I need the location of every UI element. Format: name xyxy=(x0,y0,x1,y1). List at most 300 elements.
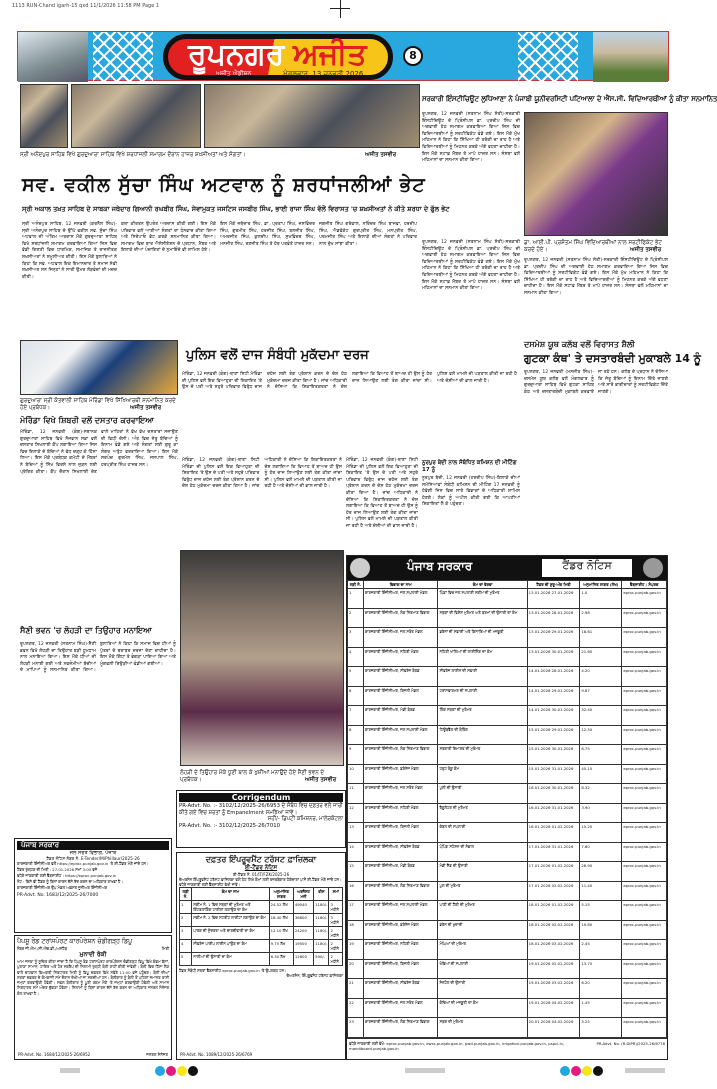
table-cell: eproc.punjab.gov.in xyxy=(622,901,667,921)
table-cell: 5.15 xyxy=(580,901,622,921)
gutka-body: ਰੂਪਨਗਰ, 12 ਜਨਵਰੀ (ਮਨਜੀਤ ਸਿੰਘ)-ਦਸਮੇਸ਼ ਯੂਥ ਕਲੱਬ ਵਲੋਂ ਮੰਗਲਵਾਰ ਨੂੰ ਗੁਰਦੁਆਰਾ ਸਾਹਿਬ ਵਿਖੇ ਗੁਟਕਾ ਸਾਹਿਬ ਕੰਠ ਅਤੇ ਦਸਤਾਰਬੰਦੀ ਮੁਕਾਬਲੇ ਕਰਵਾਏ ਜਾ ਰਹੇ ਹਨ। ਕਲੱਬ ਦੇ ਪ੍ਰਧਾਨ ਨੇ ਦੱਸਿਆ ਕਿ ਜੇਤੂ ਬੱਚਿਆਂ ਨੂੰ ਇਨਾਮ ਦਿੱਤੇ ਜਾਣਗੇ ਅਤੇ ਸਾਰੇ ਭਾਗੀਦਾਰਾਂ ਨੂੰ ਸਰਟੀਫਿਕੇਟ ਦਿੱਤੇ ਜਾਣਗੇ। xyxy=(524,370,668,395)
table-header: ਸਮਾਂ xyxy=(329,888,343,901)
table-cell: 3 ਮਹੀਨੇ xyxy=(329,901,343,914)
table-row xyxy=(348,589,667,609)
table-row xyxy=(348,725,667,745)
table-cell: 4 xyxy=(348,647,364,667)
tender-notice-title: ਟੈਂਡਰ ਨੋਟਿਸ xyxy=(542,559,632,577)
table-cell: ਕਾਰਜਕਾਰੀ ਇੰਜੀਨੀਅਰ, ਬਿਜਲੀ ਮੰਡਲ xyxy=(363,959,438,979)
news-photo xyxy=(20,340,178,395)
table-cell: ਕਾਰਜਕਾਰੀ ਇੰਜੀਨੀਅਰ, ਨਹਿਰੀ ਮੰਡਲ xyxy=(363,803,438,823)
table-cell: ਡਰੇਨਾਂ ਦੀ ਸਫ਼ਾਈ ਅਤੇ ਕਿਨਾਰਿਆਂ ਦੀ ਮਜ਼ਬੂਤੀ xyxy=(438,628,527,648)
table-cell: 14.01.2026 28.01.2026 xyxy=(527,667,580,687)
table-cell: ਕਾਰਜਕਾਰੀ ਇੰਜੀਨੀਅਰ, ਜਲ ਸਰੋਤ ਮੰਡਲ xyxy=(363,784,438,804)
table-cell: 17.01.2026 31.01.2026 xyxy=(527,842,580,862)
right-story-body-cont: ਰੂਪਨਗਰ, 12 ਜਨਵਰੀ (ਸਤਨਾਮ ਸਿੰਘ ਸੱਤੀ)-ਸਰਕਾਰੀ ਇੰਸਟੀਚਿਊਟ ਦੇ ਪ੍ਰਿੰਸੀਪਲ ਡਾ. ਪ੍ਰਦੀਪ ਸਿੰਘ ਦੀ ਅਗਵਾਈ ਹੇਠ ਸਮਾਗਮ ਕਰਵਾਇਆ ਗਿਆ ਜਿਸ ਵਿਚ ਵਿਦਿਆਰਥੀਆਂ ਨੂੰ ਸਰਟੀਫਿਕੇਟ ਵੰਡੇ ਗਏ। ਇਸ ਮੌਕੇ ਮੁੱਖ ਮਹਿਮਾਨ ਨੇ ਕਿਹਾ ਕਿ ਸਿੱਖਿਆ ਹੀ ਤਰੱਕੀ ਦਾ ਰਾਹ ਹੈ ਅਤੇ ਵਿਦਿਆਰਥੀਆਂ ਨੂੰ ਮਿਹਨਤ ਕਰਕੇ ਅੱਗੇ ਵਧਣਾ ਚਾਹੀਦਾ ਹੈ। ਇਸ ਮੌਕੇ ਸਟਾਫ਼ ਮੈਂਬਰ ਤੇ ਮਾਪੇ ਹਾਜ਼ਰ ਸਨ। ਸੰਸਥਾ ਵਲੋਂ ਮਹਿਮਾਨਾਂ ਦਾ ਸਨਮਾਨ ਕੀਤਾ ਗਿਆ। xyxy=(524,258,668,296)
trust-intro: ਚੇਅਰਮੈਨ ਇੰਪਰੂਵਮੈਂਟ ਟਰੱਸਟ ਫ਼ਾਜ਼ਿਲਕਾ ਵਲੋਂ ਹੇਠ ਲਿਖੇ ਕੰਮਾਂ ਲਈ ਤਜ਼ਰਬੇਕਾਰ ਠੇਕੇਦਾਰਾਂ ਪਾਸੋਂ ਈ-ਟੈਂਡਰ ਮੰਗੇ ਜਾਂਦੇ ਹਨ। ਵਧੇਰੇ ਜਾਣਕਾਰੀ ਲਈ ਵੈੱਬਸਾਈਟ ਵੇਖੀ ਜਾਵੇ। xyxy=(179,877,342,887)
table-cell: 21 xyxy=(348,979,364,999)
table-cell: ਕਾਰਜਕਾਰੀ ਇੰਜੀਨੀਅਰ, ਜਲ ਸਪਲਾਈ ਮੰਡਲ xyxy=(363,725,438,745)
table-cell: eproc.punjab.gov.in xyxy=(622,706,667,726)
table-cell: 2 xyxy=(180,914,192,927)
table-cell: ਪਾਰਕ ਦੀ ਸੁੰਦਰਤਾ ਅਤੇ ਚਾਰਦੀਵਾਰੀ ਦਾ ਕੰਮ xyxy=(192,927,269,940)
table-cell: 13.01.2026 30.01.2026 xyxy=(527,647,580,667)
table-cell: 36800 xyxy=(293,914,313,927)
table-cell: eproc.punjab.gov.in xyxy=(622,979,667,999)
camp-body: ਨੂਰਪੁਰ ਬੇਦੀ, 12 ਜਨਵਰੀ (ਹਰਦੀਪ ਸਿੰਘ)-ਇਲਾਕੇ ਦੀਆਂ ਸਮੱਸਿਆਵਾਂ ਸੰਬੰਧੀ ਕਮਿਸ਼ਨ ਦੀ ਮੀਟਿੰਗ 17 ਜਨਵਰੀ ਨੂੰ ਹੋਵੇਗੀ ਜਿਸ ਵਿਚ ਸਾਰੇ ਵਿਭਾਗਾਂ ਦੇ ਅਧਿਕਾਰੀ ਸ਼ਾਮਿਲ ਹੋਣਗੇ। ਲੋਕਾਂ ਨੂੰ ਅਪੀਲ ਕੀਤੀ ਗਈ ਕਿ ਆਪਣੀਆਂ ਸ਼ਿਕਾਇਤਾਂ ਲੈ ਕੇ ਪਹੁੰਚਣ। xyxy=(422,476,520,508)
magenta-mark xyxy=(571,1066,581,1076)
table-cell: 6.30 ਲੱਖ xyxy=(269,953,293,966)
table-cell: 21.65 xyxy=(580,647,622,667)
table-cell: eproc.punjab.gov.in xyxy=(622,589,667,609)
lohri-body: ਰੂਪਨਗਰ, 12 ਜਨਵਰੀ (ਸਤਨਾਮ ਸਿੰਘ)-ਸੈਣੀ ਭਵਨ ਵਿਖੇ ਲੋਹੜੀ ਦਾ ਤਿਉਹਾਰ ਬੜੀ ਧੂਮਧਾਮ ਨਾਲ ਮਨਾਇਆ ਗਿਆ। ਇਸ ਮੌਕੇ ਧੀਆਂ ਦੀ ਲੋਹੜੀ ਮਨਾਈ ਗਈ ਅਤੇ ਨਵਜੰਮੀਆਂ ਬੱਚੀਆਂ ਦੇ ਮਾਪਿਆਂ ਨੂੰ ਸਨਮਾਨਿਤ ਕੀਤਾ ਗਿਆ। ਬੁਲਾਰਿਆਂ ਨੇ ਕਿਹਾ ਕਿ ਸਮਾਜ ਵਿਚ ਧੀਆਂ ਨੂੰ ਪੁੱਤਰਾਂ ਦੇ ਬਰਾਬਰ ਦਰਜਾ ਦੇਣਾ ਚਾਹੀਦਾ ਹੈ। ਇਸ ਮੌਕੇ ਗਿੱਧਾ ਤੇ ਭੰਗੜਾ ਪਾਇਆ ਗਿਆ ਅਤੇ ਮੂੰਗਫਲੀ ਰਿਉੜੀਆਂ ਵੰਡੀਆਂ ਗਈਆਂ। xyxy=(20,642,176,674)
right-story-body-cont: ਰੂਪਨਗਰ, 12 ਜਨਵਰੀ (ਸਤਨਾਮ ਸਿੰਘ ਸੱਤੀ)-ਸਰਕਾਰੀ ਇੰਸਟੀਚਿਊਟ ਦੇ ਪ੍ਰਿੰਸੀਪਲ ਡਾ. ਪ੍ਰਦੀਪ ਸਿੰਘ ਦੀ ਅਗਵਾਈ ਹੇਠ ਸਮਾਗਮ ਕਰਵਾਇਆ ਗਿਆ ਜਿਸ ਵਿਚ ਵਿਦਿਆਰਥੀਆਂ ਨੂੰ ਸਰਟੀਫਿਕੇਟ ਵੰਡੇ ਗਏ। ਇਸ ਮੌਕੇ ਮੁੱਖ ਮਹਿਮਾਨ ਨੇ ਕਿਹਾ ਕਿ ਸਿੱਖਿਆ ਹੀ ਤਰੱਕੀ ਦਾ ਰਾਹ ਹੈ ਅਤੇ ਵਿਦਿਆਰਥੀਆਂ ਨੂੰ ਮਿਹਨਤ ਕਰਕੇ ਅੱਗੇ ਵਧਣਾ ਚਾਹੀਦਾ ਹੈ। ਇਸ ਮੌਕੇ ਸਟਾਫ਼ ਮੈਂਬਰ ਤੇ ਮਾਪੇ ਹਾਜ਼ਰ ਸਨ। ਸੰਸਥਾ ਵਲੋਂ ਮਹਿਮਾਨਾਂ ਦਾ ਸਨਮਾਨ ਕੀਤਾ ਗਿਆ। xyxy=(422,240,520,292)
table-header: ਟੈਂਡਰ ਦੀ ਸ਼ੁਰੂ-ਅੰਤ ਮਿਤੀ xyxy=(527,581,580,589)
table-cell: 18.01.2026 01.02.2026 xyxy=(527,901,580,921)
table-cell: 3.90 xyxy=(580,803,622,823)
morinda-body: ਮੋਰਿੰਡਾ, 12 ਜਨਵਰੀ (ਕੰਗ)-ਸਥਾਨਕ ਗੁਰਦੁਆਰਾ ਸਾਹਿਬ ਵਿਖੇ ਨੌਜਵਾਨ ਸਭਾ ਵਲੋਂ ਦਸਤਾਰ ਸਿਖਲਾਈ ਕੈਂਪ ਲਗਾਇਆ ਗਿਆ ਜਿਸ ਵਿਚ ਇਲਾਕੇ ਦੇ ਬੱਚਿਆਂ ਨੇ ਵੱਧ ਚੜ੍ਹ ਕੇ ਹਿੱਸਾ ਲਿਆ। ਇਸ ਮੌਕੇ ਪ੍ਰਬੰਧਕ ਕਮੇਟੀ ਦੇ ਮੈਂਬਰਾਂ ਨੇ ਬੱਚਿਆਂ ਨੂੰ ਸਿੱਖ ਵਿਰਸੇ ਨਾਲ ਜੁੜਨ ਲਈ ਪ੍ਰੇਰਿਤ ਕੀਤਾ। ਕੈਂਪ ਦੌਰਾਨ ਸਿਖਲਾਈ ਦੇਣ ਵਾਲੇ ਮਾਹਿਰਾਂ ਨੇ ਵੱਖ ਵੱਖ ਦਸਤਾਰਾਂ ਸਜਾਉਣ ਦੀ ਵਿਧੀ ਦੱਸੀ। ਅੰਤ ਵਿਚ ਜੇਤੂ ਬੱਚਿਆਂ ਨੂੰ ਇਨਾਮ ਵੰਡੇ ਗਏ ਅਤੇ ਸੰਗਤਾਂ ਲਈ ਗੁਰੂ ਕਾ ਲੰਗਰ ਅਤੁੱਟ ਵਰਤਾਇਆ ਗਿਆ। ਇਸ ਮੌਕੇ ਸਰਪੰਚ ਗੁਰਮੇਲ ਸਿੰਘ, ਜਸਪਾਲ ਸਿੰਘ, ਹਰਪ੍ਰੀਤ ਸਿੰਘ ਹਾਜ਼ਰ ਸਨ। xyxy=(20,430,178,475)
news-photo xyxy=(204,84,420,148)
morinda-headline: ਮੋਰਿੰਡਾ ਵਿਖੇ ਸ਼ਿਬਰੀ ਵਲੋਂ ਦਸਤਾਰ ਕਰਵਾਇਆ xyxy=(20,416,154,425)
table-cell: ਕਾਰਜਕਾਰੀ ਇੰਜੀਨੀਅਰ, ਲੋਕ ਨਿਰਮਾਣ ਵਿਭਾਗ xyxy=(363,608,438,628)
table-header: ਅਰਨੈਸਟ ਮਨੀ xyxy=(293,888,313,901)
masthead-pattern xyxy=(518,32,578,82)
table-row xyxy=(348,764,667,784)
table-cell: eproc.punjab.gov.in xyxy=(622,1018,667,1038)
table-cell: 13.01.2026 28.01.2026 xyxy=(527,608,580,628)
table-cell: 22 xyxy=(348,998,364,1018)
table-row xyxy=(348,862,667,882)
table-cell: 19.80 xyxy=(580,920,622,940)
table-cell: ਨਾਲੀਆਂ ਦੀ ਉਸਾਰੀ ਦਾ ਕੰਮ xyxy=(192,953,269,966)
table-row xyxy=(348,706,667,726)
table-cell: 17.01.2026 01.02.2026 xyxy=(527,862,580,882)
corrigendum-title: Corrigendum xyxy=(179,793,343,802)
table-cell: 1 xyxy=(180,901,192,914)
table-cell: 6.20 xyxy=(580,979,622,999)
table-cell: 14.01.2026 29.01.2026 xyxy=(527,686,580,706)
masthead-photo-left xyxy=(18,32,88,82)
table-cell: 1180/- xyxy=(314,940,329,953)
prtc-ref-date: ਮਿਤੀ xyxy=(161,946,169,951)
tender-footer: ਵਧੇਰੇ ਜਾਣਕਾਰੀ ਲਈ ਵੇਖੋ: eproc.punjab.gov.in, dwss.punjab.gov.in, pwd.punjab.gov.in, irrigation.punjab.gov.in, pspcl.in, mandiboard.punjab.gov.in xyxy=(349,1040,565,1051)
table-cell: ਡਰੇਨ ਦੀ ਖੁਦਾਈ xyxy=(438,920,527,940)
table-cell: 28.90 xyxy=(580,862,622,882)
table-row xyxy=(180,953,343,966)
table-cell: ਮੰਡੀ ਸ਼ੈੱਡ ਦੀ ਉਸਾਰੀ xyxy=(438,862,527,882)
table-row xyxy=(348,920,667,940)
color-registration xyxy=(155,1066,198,1076)
corrigendum-text: PR-Advt. No. :- 3102/12/2025-26/6953 ਦੇ ਸੰਬੰਧ ਵਿਚ ਦਫ਼ਤਰ ਵਲੋਂ ਜਾਰੀ ਕੀਤੇ ਗਏ ਵਿਚ ਸ਼ਰਤਾਂ ਨੂੰ Empanelment ਸਮਝਿਆ ਜਾਵੇ। xyxy=(179,803,343,816)
table-cell: 2 ਮਹੀਨੇ xyxy=(329,953,343,966)
table-cell: 13 xyxy=(348,823,364,843)
table-cell: 9.75 ਲੱਖ xyxy=(269,940,293,953)
table-cell: 1.0 xyxy=(580,589,622,609)
table-cell: ਕਾਰਜਕਾਰੀ ਇੰਜੀਨੀਅਰ, ਲੋਕ ਨਿਰਮਾਣ ਵਿਭਾਗ xyxy=(363,881,438,901)
table-cell: 3 ਮਹੀਨੇ xyxy=(329,914,343,927)
news-photo xyxy=(524,112,668,236)
ad-line: ਵਧੇਰੇ ਜਾਣਕਾਰੀ ਲਈ ਵੈੱਬਸਾਈਟ : https://eproc.punjab.gov.in xyxy=(17,873,117,878)
table-row xyxy=(180,901,343,914)
table-cell: eproc.punjab.gov.in xyxy=(622,764,667,784)
table-header: ਕੰਮ ਦਾ ਨਾਮ xyxy=(192,888,269,901)
table-row xyxy=(180,914,343,927)
table-cell: 12.50 xyxy=(580,725,622,745)
table-cell: ਕਾਰਜਕਾਰੀ ਇੰਜੀਨੀਅਰ, ਡਰੇਨੇਜ ਮੰਡਲ xyxy=(363,764,438,784)
table-cell: eproc.punjab.gov.in xyxy=(622,686,667,706)
table-row xyxy=(180,927,343,940)
table-cell: ਰੈਗੂਲੇਟਰ ਦੀ ਮੁਰੰਮਤ xyxy=(438,803,527,823)
table-cell: 8.32 xyxy=(580,784,622,804)
gutka-kicker: ਦਸਮੇਸ਼ ਯੂਥ ਕਲੱਬ ਵਲੋਂ ਵਿਰਾਸਤ ਸ਼ੈਲੀ xyxy=(524,340,635,349)
table-cell: eproc.punjab.gov.in xyxy=(622,940,667,960)
corrigendum-signature: ਸਹੀ/- ਡਿਪਟੀ ਕਮਿਸ਼ਨਰ, ਮਾਲੇਰਕੋਟਲਾ xyxy=(267,816,343,822)
crop-mark xyxy=(330,8,350,9)
table-cell: 2.98 xyxy=(580,608,622,628)
table-row xyxy=(180,940,343,953)
table-cell: ਕਾਰਜਕਾਰੀ ਇੰਜੀਨੀਅਰ, ਸੀਵਰੇਜ ਬੋਰਡ xyxy=(363,667,438,687)
table-cell: 5 xyxy=(180,953,192,966)
table-row xyxy=(348,979,667,999)
table-row xyxy=(348,784,667,804)
trust-tender-table xyxy=(179,887,343,966)
table-cell: 6.75 xyxy=(580,745,622,765)
table-row xyxy=(348,959,667,979)
table-cell: ਖੰਭਿਆਂ ਦੀ ਸਪਲਾਈ xyxy=(438,959,527,979)
table-cell: ਕਾਰਜਕਾਰੀ ਇੰਜੀਨੀਅਰ, ਨਹਿਰੀ ਮੰਡਲ xyxy=(363,940,438,960)
logo-icon xyxy=(643,558,663,578)
table-cell: 15.01.2026 31.01.2026 xyxy=(527,764,580,784)
table-row xyxy=(348,686,667,706)
trust-signature: ਚੇਅਰਮੈਨ, ਇੰਪਰੂਵਮੈਂਟ ਟਰੱਸਟ ਫ਼ਾਜ਼ਿਲਕਾ xyxy=(286,973,343,978)
table-row xyxy=(348,667,667,687)
table-cell: ਹੜ੍ਹ ਰੋਕੂ ਕੰਮ xyxy=(438,764,527,784)
masthead-photo-right xyxy=(593,32,668,82)
photo-caption: ਲੋਹੜੀ ਦੇ ਤਿਉਹਾਰ ਮੌਕੇ ਧੂਣੀ ਬਾਲ ਕੇ ਖੁਸ਼ੀਆਂ ਮਨਾਉਂਦੇ ਹੋਏ ਸੈਣੀ ਭਵਨ ਦੇ ਪ੍ਰਬੰਧਕ। xyxy=(180,770,325,783)
table-cell: 15.25 xyxy=(580,823,622,843)
table-cell: ਮੋਘਿਆਂ ਦੀ ਮੁਰੰਮਤ xyxy=(438,940,527,960)
table-cell: 3 xyxy=(180,927,192,940)
table-cell: 49040 xyxy=(293,901,313,914)
table-cell: 8 xyxy=(348,725,364,745)
masthead-logo xyxy=(163,34,393,80)
table-cell: 16.01.2026 30.01.2026 xyxy=(527,784,580,804)
magenta-mark xyxy=(166,1066,176,1076)
black-mark xyxy=(188,1066,198,1076)
table-cell: ਸਕੀਮ ਨੰ. 1 ਵਿਚ ਸੜਕਾਂ ਦੀ ਮੁਰੰਮਤ ਅਤੇ ਇੰਟਰਲਾਕਿੰਗ ਟਾਈਲਾਂ ਲਗਾਉਣ ਦਾ ਕੰਮ xyxy=(192,901,269,914)
photo-caption: ਗੁਰਦੁਆਰਾ ਸ੍ਰੀ ਕੋਤਵਾਲੀ ਸਾਹਿਬ ਮੋਰਿੰਡਾ ਵਿਖੇ ਸਿੱਖਿਆਰਥੀ ਸਨਮਾਨਿਤ ਕਰਦੇ ਹੋਏ ਪ੍ਰਬੰਧਕ। xyxy=(20,398,176,411)
table-cell: eproc.punjab.gov.in xyxy=(622,862,667,882)
table-cell: 1180/- xyxy=(314,901,329,914)
table-cell: 11 xyxy=(348,784,364,804)
table-cell: 18.40 ਲੱਖ xyxy=(269,914,293,927)
ad-line: ਕਾਰਜਕਾਰੀ ਇੰਜੀਨੀਅਰ ਉਪ ਮੰਡਲ ਅਫ਼ਸਰ ਜੂਨੀਅਰ ਇੰਜੀਨੀਅਰ xyxy=(17,885,108,890)
table-cell: ਟਰਾਂਸਫਾਰਮਰ ਦੀ ਸਪਲਾਈ xyxy=(438,686,527,706)
corrigendum-advt: PR-Advt. No. :- 3102/12/2025-26/7010 xyxy=(179,823,280,829)
table-cell: ਪਿੰਡਾਂ ਵਿਚ ਜਲ ਸਪਲਾਈ ਸਕੀਮ ਦੀ ਮੁਰੰਮਤ xyxy=(438,589,527,609)
table-header: ਅਨੁਮਾਨਿਤ ਲਾਗਤ (ਲੱਖ) xyxy=(580,581,622,589)
table-cell: 19.01.2026 03.02.2026 xyxy=(527,979,580,999)
table-cell: ਕਾਰਜਕਾਰੀ ਇੰਜੀਨੀਅਰ, ਬਿਜਲੀ ਮੰਡਲ xyxy=(363,823,438,843)
table-cell: 1 xyxy=(348,589,364,609)
trust-tender-notice xyxy=(176,852,346,1060)
prtc-advt: PR-Advt. No. 1684/12/2025-26/6952 xyxy=(18,1052,91,1057)
table-cell: 18 xyxy=(348,920,364,940)
table-cell: 14 xyxy=(348,842,364,862)
table-cell: 2 xyxy=(348,608,364,628)
ad-lines xyxy=(17,861,169,891)
prtc-ad xyxy=(14,935,172,1060)
table-cell: 13.01.2026 29.01.2026 xyxy=(527,628,580,648)
dowry-body-cont: ਮੋਰਿੰਡਾ, 12 ਜਨਵਰੀ (ਕੰਗ)-ਥਾਣਾ ਸਿਟੀ ਮੋਰਿੰਡਾ ਦੀ ਪੁਲਿਸ ਵਲੋਂ ਇਕ ਵਿਆਹੁਤਾ ਦੀ ਸ਼ਿਕਾਇਤ 'ਤੇ ਉਸ ਦੇ ਪਤੀ ਅਤੇ ਸਹੁਰੇ ਪਰਿਵਾਰ ਵਿਰੁੱਧ ਦਾਜ ਦਹੇਜ ਲਈ ਤੰਗ ਪ੍ਰੇਸ਼ਾਨ ਕਰਨ ਦੇ ਦੋਸ਼ ਹੇਠ ਮੁਕੱਦਮਾ ਦਰਜ ਕੀਤਾ ਗਿਆ ਹੈ। ਜਾਂਚ ਅਧਿਕਾਰੀ ਨੇ ਦੱਸਿਆ ਕਿ ਸ਼ਿਕਾਇਤਕਰਤਾ ਨੇ ਦੋਸ਼ ਲਗਾਇਆ ਕਿ ਵਿਆਹ ਤੋਂ ਬਾਅਦ ਹੀ ਉਸ ਨੂੰ ਹੋਰ ਦਾਜ ਲਿਆਉਣ ਲਈ ਤੰਗ ਕੀਤਾ ਜਾਂਦਾ ਸੀ। ਪੁਲਿਸ ਵਲੋਂ ਮਾਮਲੇ ਦੀ ਪੜਤਾਲ ਕੀਤੀ ਜਾ ਰਹੀ ਹੈ ਅਤੇ ਦੋਸ਼ੀਆਂ ਦੀ ਭਾਲ ਜਾਰੀ ਹੈ। xyxy=(346,458,418,529)
table-header: ਵਿਭਾਗ ਦਾ ਨਾਮ xyxy=(363,581,438,589)
table-row xyxy=(348,608,667,628)
table-cell: 20.01.2026 04.02.2026 xyxy=(527,1018,580,1038)
table-cell: 2.45 xyxy=(580,940,622,960)
table-cell: 19 xyxy=(348,940,364,960)
table-cell: ਕਾਰਜਕਾਰੀ ਇੰਜੀਨੀਅਰ, ਜਲ ਸਰੋਤ ਮੰਡਲ xyxy=(363,998,438,1018)
table-cell: ਕਾਰਜਕਾਰੀ ਇੰਜੀਨੀਅਰ, ਸੀਵਰੇਜ ਬੋਰਡ xyxy=(363,979,438,999)
lead-column: ਇਸ ਮੌਕੇ ਜਥੇਦਾਰ ਸਿੰਘ, ਡਾ. ਪ੍ਰਤਾਪ ਸਿੰਘ, ਜਸਵਿੰਦਰ ਸਿੰਘ, ਗੁਰਮੀਤ ਸਿੰਘ, ਹਰਜੀਤ ਸਿੰਘ, ਬਲਜੀਤ ਸਿੰਘ, ਅਮਰਜੀਤ ਸਿੰਘ, ਕੁਲਦੀਪ ਸਿੰਘ, ਸੁਖਵਿੰਦਰ ਸਿੰਘ, ਮਨਜੀਤ ਸਿੰਘ, ਰਣਜੀਤ ਸਿੰਘ ਤੇ ਹੋਰ ਪਤਵੰਤੇ ਹਾਜ਼ਰ ਸਨ। xyxy=(220,222,315,247)
table-cell: ਨਹਿਰੀ ਖਾਲਿਆਂ ਦੀ ਲਾਈਨਿੰਗ ਦਾ ਕੰਮ xyxy=(438,647,527,667)
news-photo xyxy=(180,550,344,766)
table-cell: eproc.punjab.gov.in xyxy=(622,784,667,804)
table-cell: 23 xyxy=(348,1018,364,1038)
lead-column: ਜਗਜੀਤ ਸਿੰਘ ਗਰੇਵਾਲ, ਨਰਿੰਦਰ ਸਿੰਘ ਬਾਜਵਾ, ਹਰਦੀਪ ਸਿੰਘ, ਐਡਵੋਕੇਟ ਗੁਰਪ੍ਰੀਤ ਸਿੰਘ, ਮਨਪ੍ਰੀਤ ਸਿੰਘ, ਪਰਮਜੀਤ ਸਿੰਘ ਅਤੇ ਇਲਾਕੇ ਦੀਆਂ ਸੰਗਤਾਂ ਨੇ ਪਰਿਵਾਰ ਨਾਲ ਦੁੱਖ ਸਾਂਝਾ ਕੀਤਾ। xyxy=(319,222,417,247)
table-cell: eproc.punjab.gov.in xyxy=(622,647,667,667)
table-cell: 5 xyxy=(348,667,364,687)
table-cell: 32.40 xyxy=(580,706,622,726)
table-cell: 4 xyxy=(180,940,192,953)
table-cell: 10 xyxy=(348,764,364,784)
tender-table xyxy=(347,580,667,1038)
news-photo xyxy=(71,84,201,148)
table-cell: 7.60 xyxy=(580,842,622,862)
table-cell: ਸਕੀਮ ਨੰ. 2 ਵਿਚ ਸਟਰੀਟ ਲਾਈਟਾਂ ਲਗਾਉਣ ਦਾ ਕੰਮ xyxy=(192,914,269,927)
table-cell: eproc.punjab.gov.in xyxy=(622,842,667,862)
table-row xyxy=(348,901,667,921)
cyan-mark xyxy=(560,1066,570,1076)
lead-column: ਸ੍ਰੀ ਅਨੰਦਪੁਰ ਸਾਹਿਬ, 12 ਜਨਵਰੀ (ਕਰਨੈਲ ਸਿੰਘ)-ਸ੍ਰੀ ਅਨੰਦਪੁਰ ਸਾਹਿਬ ਦੇ ਉੱਘੇ ਵਕੀਲ ਸਵ. ਸੁੱਚਾ ਸਿੰਘ ਅਟਵਾਲ ਦੀ ਅੰਤਿਮ ਅਰਦਾਸ ਮੌਕੇ ਗੁਰਦੁਆਰਾ ਸਾਹਿਬ ਵਿਖੇ ਸ਼ਰਧਾਂਜਲੀ ਸਮਾਗਮ ਕਰਵਾਇਆ ਗਿਆ ਜਿਸ ਵਿਚ ਵੱਡੀ ਗਿਣਤੀ ਵਿਚ ਧਾਰਮਿਕ, ਸਮਾਜਿਕ ਤੇ ਰਾਜਨੀਤਕ ਸ਼ਖ਼ਸੀਅਤਾਂ ਨੇ ਸ਼ਮੂਲੀਅਤ ਕੀਤੀ। ਇਸ ਮੌਕੇ ਬੁਲਾਰਿਆਂ ਨੇ ਕਿਹਾ ਕਿ ਸਵ. ਅਟਵਾਲ ਇਕ ਇਮਾਨਦਾਰ ਤੇ ਸਮਾਜ ਸੇਵੀ ਸ਼ਖ਼ਸੀਅਤ ਸਨ ਜਿਨ੍ਹਾਂ ਨੇ ਸਾਰੀ ਉਮਰ ਲੋੜਵੰਦਾਂ ਦੀ ਮਦਦ ਕੀਤੀ। xyxy=(22,222,117,280)
ad-ref: ਟੈਂਡਰ ਨੋਟਿਸ ਨੰਬਰ ਨੰ. E-Tender/M/Phillaur/2025-26 xyxy=(46,856,140,861)
table-cell: 24.52 ਲੱਖ xyxy=(269,901,293,914)
news-photo xyxy=(20,84,68,148)
table-cell: 17.01.2026 02.02.2026 xyxy=(527,881,580,901)
table-cell: 18.01.2026 02.02.2026 xyxy=(527,920,580,940)
table-row xyxy=(348,998,667,1018)
table-cell: 18.61 xyxy=(580,628,622,648)
table-row xyxy=(348,1018,667,1038)
corrigendum-notice xyxy=(176,790,346,848)
table-cell: ਪੁਲ ਦੀ ਮੁਰੰਮਤ xyxy=(438,881,527,901)
table-cell: ਕਾਰਜਕਾਰੀ ਇੰਜੀਨੀਅਰ, ਮੰਡੀ ਬੋਰਡ xyxy=(363,706,438,726)
table-cell: 3 xyxy=(348,628,364,648)
ad-line: ਟੈਂਡਰ ਖੁੱਲ੍ਹਣ ਦੀ ਮਿਤੀ : 27.01.2026 ਸਮਾਂ 3:00 ਵਜੇ xyxy=(17,867,98,872)
lead-subhead: ਸ੍ਰੀ ਅਕਾਲ ਤਖ਼ਤ ਸਾਹਿਬ ਦੇ ਸਾਬਕਾ ਜਥੇਦਾਰ ਗਿਆਨੀ ਰਘਬੀਰ ਸਿੰਘ, ਸੇਵਾਮੁਕਤ ਜਸਟਿਸ ਜਸਬੀਰ ਸਿੰਘ, ਭਾਈ ਰਾਜਾ ਸਿੰਘ ਵੱਲੋਂ ਵਿਰਾਸਤ 'ਚ ਸ਼ਖ਼ਸੀਅਤਾਂ ਨੇ ਕੀਤੇ ਸ਼ਰਧਾ ਦੇ ਫੁੱਲ ਭੇਟ xyxy=(22,205,450,213)
table-cell: 16.01.2026 01.02.2026 xyxy=(527,823,580,843)
registration-bar xyxy=(625,1068,665,1073)
camp-headline: ਨੂਰਪੁਰ ਬੇਦੀ ਨਾਲ ਸੰਬੰਧਿਤ ਕਮਿਸ਼ਨ ਦੀ ਮੀਟਿੰਗ 17 ਨੂੰ xyxy=(422,460,517,473)
table-cell: eproc.punjab.gov.in xyxy=(622,823,667,843)
table-cell: 13.70 xyxy=(580,959,622,979)
trust-ref: ਈ-ਟੈਂਡਰ ਨੰ. 01/IT/FZK/2025-26 xyxy=(232,872,290,877)
table-header: ਅਨੁਮਾਨਿਤ ਲਾਗਤ xyxy=(269,888,293,901)
prtc-title: ਪੈਪਸੂ ਰੋਡ ਟਰਾਂਸਪੋਰਟ ਕਾਰਪੋਰੇਸ਼ਨ ਚੰਡੀਗੜ੍ਹ ਡਿਪੂ xyxy=(17,938,133,945)
table-header: ਵੈੱਬਸਾਈਟ / ਸੰਪਰਕ xyxy=(622,581,667,589)
page-number: 8 xyxy=(403,46,423,66)
ad-dept: ਜਲ ਸਰੋਤ ਵਿਭਾਗ, ਪੰਜਾਬ xyxy=(69,850,117,856)
table-header: ਫੀਸ xyxy=(314,888,329,901)
table-cell: 1180/- xyxy=(314,927,329,940)
table-cell: ਟਿਊਬਵੈੱਲ ਦੀ ਬੋਰਿੰਗ xyxy=(438,725,527,745)
masthead-title-right: ਅਜੀਤ xyxy=(293,37,367,72)
lead-headline: ਸਵ. ਵਕੀਲ ਸੁੱਚਾ ਸਿੰਘ ਅਟਵਾਲ ਨੂੰ ਸ਼ਰਧਾਂਜਲੀਆਂ ਭੇਟ xyxy=(22,174,426,196)
punjab-tender-notice xyxy=(346,555,668,1060)
table-cell: 12.10 ਲੱਖ xyxy=(269,927,293,940)
yellow-mark xyxy=(177,1066,187,1076)
table-cell: 3.25 xyxy=(580,1018,622,1038)
table-cell: eproc.punjab.gov.in xyxy=(622,745,667,765)
table-row xyxy=(348,628,667,648)
table-cell: eproc.punjab.gov.in xyxy=(622,667,667,687)
dowry-headline: ਪੁਲਿਸ ਵਲੋਂ ਦਾਜ ਸੰਬੰਧੀ ਮੁਕੱਦਮਾ ਦਰਜ xyxy=(186,348,369,363)
table-cell: eproc.punjab.gov.in xyxy=(622,959,667,979)
table-cell: ਕਾਰਜਕਾਰੀ ਇੰਜੀਨੀਅਰ, ਬਿਜਲੀ ਮੰਡਲ xyxy=(363,686,438,706)
lohri-headline: ਸੈਣੀ ਭਵਨ 'ਚ ਲੋਹੜੀ ਦਾ ਤਿਉਹਾਰ ਮਨਾਇਆ xyxy=(20,626,152,635)
prtc-body: ਆਮ ਜਨਤਾ ਨੂੰ ਸੂਚਿਤ ਕੀਤਾ ਜਾਂਦਾ ਹੈ ਕਿ ਪੈਪਸੂ ਰੋਡ ਟਰਾਂਸਪੋਰਟ ਕਾਰਪੋਰੇਸ਼ਨ ਚੰਡੀਗੜ੍ਹ ਡਿਪੂ ਵਿਖੇ ਕੰਡਮ ਬੱਸਾਂ, ਪੁਰਾਣਾ ਸਾਮਾਨ, ਟਾਇਰ ਅਤੇ ਹੋਰ ਸਕਰੈਪ ਦੀ ਨਿਲਾਮੀ ਖੁੱਲ੍ਹੀ ਬੋਲੀ ਰਾਹੀਂ ਕੀਤੀ ਜਾਵੇਗੀ। ਬੋਲੀ ਵਿਚ ਹਿੱਸਾ ਲੈਣ ਵਾਲੇ ਚਾਹਵਾਨ ਵਿਅਕਤੀ ਨਿਰਧਾਰਤ ਮਿਤੀ ਨੂੰ ਡਿਪੂ ਦਫ਼ਤਰ ਵਿਖੇ ਸਵੇਰੇ 11:00 ਵਜੇ ਪਹੁੰਚਣ। ਬੋਲੀ ਦੀਆਂ ਸ਼ਰਤਾਂ ਦਫ਼ਤਰ ਦੇ ਕੰਮਕਾਜੀ ਸਮੇਂ ਦੌਰਾਨ ਦੇਖੀਆਂ ਜਾ ਸਕਦੀਆਂ ਹਨ। ਬੋਲੀਕਾਰ ਨੂੰ ਬੋਲੀ ਤੋਂ ਪਹਿਲਾਂ ਜ਼ਮਾਨਤ ਰਾਸ਼ੀ ਜਮ੍ਹਾਂ ਕਰਵਾਉਣੀ ਹੋਵੇਗੀ। ਸਫ਼ਲ ਬੋਲੀਕਾਰ ਨੂੰ ਪੂਰੀ ਰਕਮ ਮੌਕੇ 'ਤੇ ਜਮ੍ਹਾਂ ਕਰਵਾਉਣੀ ਹੋਵੇਗੀ ਅਤੇ ਸਾਮਾਨ ਨਿਰਧਾਰਤ ਸਮੇਂ ਅੰਦਰ ਚੁੱਕਣਾ ਹੋਵੇਗਾ। ਨਿਲਾਮੀ ਨੂੰ ਬਿਨਾਂ ਕਾਰਨ ਦੱਸੇ ਰੱਦ ਕਰਨ ਦਾ ਅਧਿਕਾਰ ਜਨਰਲ ਮੈਨੇਜਰ ਕੋਲ ਰਾਖਵਾਂ ਹੈ। xyxy=(17,959,169,996)
table-cell: 45.10 xyxy=(580,764,622,784)
table-header: ਲੜੀ ਨੰ. xyxy=(348,581,364,589)
dowry-body: ਮੋਰਿੰਡਾ, 12 ਜਨਵਰੀ (ਕੰਗ)-ਥਾਣਾ ਸਿਟੀ ਮੋਰਿੰਡਾ ਦੀ ਪੁਲਿਸ ਵਲੋਂ ਇਕ ਵਿਆਹੁਤਾ ਦੀ ਸ਼ਿਕਾਇਤ 'ਤੇ ਉਸ ਦੇ ਪਤੀ ਅਤੇ ਸਹੁਰੇ ਪਰਿਵਾਰ ਵਿਰੁੱਧ ਦਾਜ ਦਹੇਜ ਲਈ ਤੰਗ ਪ੍ਰੇਸ਼ਾਨ ਕਰਨ ਦੇ ਦੋਸ਼ ਹੇਠ ਮੁਕੱਦਮਾ ਦਰਜ ਕੀਤਾ ਗਿਆ ਹੈ। ਜਾਂਚ ਅਧਿਕਾਰੀ ਨੇ ਦੱਸਿਆ ਕਿ ਸ਼ਿਕਾਇਤਕਰਤਾ ਨੇ ਦੋਸ਼ ਲਗਾਇਆ ਕਿ ਵਿਆਹ ਤੋਂ ਬਾਅਦ ਹੀ ਉਸ ਨੂੰ ਹੋਰ ਦਾਜ ਲਿਆਉਣ ਲਈ ਤੰਗ ਕੀਤਾ ਜਾਂਦਾ ਸੀ। ਪੁਲਿਸ ਵਲੋਂ ਮਾਮਲੇ ਦੀ ਪੜਤਾਲ ਕੀਤੀ ਜਾ ਰਹੀ ਹੈ ਅਤੇ ਦੋਸ਼ੀਆਂ ਦੀ ਭਾਲ ਜਾਰੀ ਹੈ। xyxy=(182,372,517,391)
table-cell: ਕੰਢਿਆਂ ਦੀ ਮਜ਼ਬੂਤੀ ਦਾ ਕੰਮ xyxy=(438,998,527,1018)
photo-credit: ਅਜੀਤ ਤਸਵੀਰ xyxy=(305,777,337,783)
trust-subtitle: ਈ-ਟੈਂਡਰ ਨੋਟਿਸ xyxy=(244,865,278,871)
ad-line: ਕਾਰਜਕਾਰੀ ਇੰਜੀਨੀਅਰ ਵਲੋਂ https://eproc.punjab.gov.in 'ਤੇ ਈ-ਟੈਂਡਰ ਮੰਗੇ ਜਾਂਦੇ ਹਨ। xyxy=(17,861,149,866)
edition-label: ਅਜੀਤ ਐਡੀਸ਼ਨ xyxy=(216,70,252,77)
table-cell: ਕਾਰਜਕਾਰੀ ਇੰਜੀਨੀਅਰ, ਜਲ ਸਪਲਾਈ ਮੰਡਲ xyxy=(363,589,438,609)
table-cell: ਪੰਪਿੰਗ ਸਟੇਸ਼ਨ ਦੀ ਸੰਭਾਲ xyxy=(438,842,527,862)
tender-header xyxy=(347,556,667,580)
tender-advt: PR-Advt. No. (R-DIPR)/2025-26/6778 xyxy=(596,1040,665,1046)
table-cell: ਸੀਵਰੇਜ ਲਾਈਨ ਦੀ ਸਫ਼ਾਈ xyxy=(438,667,527,687)
table-cell: 19.01.2026 04.02.2026 xyxy=(527,998,580,1018)
photo-caption: ਸ੍ਰੀ ਅਨੰਦਪੁਰ ਸਾਹਿਬ ਵਿਖੇ ਗੁਰਦੁਆਰਾ ਸਾਹਿਬ ਵਿਖੇ ਸ਼ਰਧਾਂਜਲੀ ਸਮਾਗਮ ਦੌਰਾਨ ਹਾਜ਼ਰ ਸ਼ਖ਼ਸੀਅਤਾਂ ਅਤੇ ਸੰਗਤਾਂ। xyxy=(20,152,246,158)
table-row xyxy=(348,803,667,823)
table-cell: ਕਾਰਜਕਾਰੀ ਇੰਜੀਨੀਅਰ, ਜਲ ਸਪਲਾਈ ਮੰਡਲ xyxy=(363,901,438,921)
table-row xyxy=(348,842,667,862)
trust-title: ਦਫ਼ਤਰ ਇੰਪਰੂਵਮੈਂਟ ਟਰੱਸਟ ਫ਼ਾਜ਼ਿਲਕਾ xyxy=(205,855,317,864)
table-cell: ਸੀਵਰੇਜ ਪਾਈਪ ਲਾਈਨ ਪਾਉਣ ਦਾ ਕੰਮ xyxy=(192,940,269,953)
table-cell: 1.45 xyxy=(580,998,622,1018)
masthead-banner xyxy=(17,31,669,81)
table-cell: ਕਾਰਜਕਾਰੀ ਇੰਜੀਨੀਅਰ, ਜਲ ਸਰੋਤ ਮੰਡਲ xyxy=(363,628,438,648)
table-cell: ਕੇਬਲ ਦੀ ਸਪਲਾਈ xyxy=(438,823,527,843)
table-cell: ਕਾਰਜਕਾਰੀ ਇੰਜੀਨੀਅਰ, ਮੰਡੀ ਬੋਰਡ xyxy=(363,862,438,882)
prtc-signature: ਜਨਰਲ ਮੈਨੇਜਰ xyxy=(146,1052,168,1057)
table-cell: 24200 xyxy=(293,927,313,940)
table-cell: ਕਾਰਜਕਾਰੀ ਇੰਜੀਨੀਅਰ, ਡਰੇਨੇਜ ਮੰਡਲ xyxy=(363,920,438,940)
table-cell: eproc.punjab.gov.in xyxy=(622,920,667,940)
table-cell: 19.01.2026 02.02.2026 xyxy=(527,959,580,979)
photo-credit: ਅਜੀਤ ਤਸਵੀਰ xyxy=(130,405,162,411)
table-cell: eproc.punjab.gov.in xyxy=(622,803,667,823)
table-header: ਕੰਮ ਦਾ ਵੇਰਵਾ xyxy=(438,581,527,589)
table-cell: 2 ਮਹੀਨੇ xyxy=(329,927,343,940)
ad-advt: PR-Advt. No. 1683/12/2025-26/7000 xyxy=(17,893,99,898)
table-cell: 2 ਮਹੀਨੇ xyxy=(329,940,343,953)
table-cell: 590/- xyxy=(314,953,329,966)
table-cell: 20 xyxy=(348,959,364,979)
table-row xyxy=(348,881,667,901)
table-cell: 16.01.2026 31.01.2026 xyxy=(527,803,580,823)
table-cell: eproc.punjab.gov.in xyxy=(622,881,667,901)
table-cell: 16 xyxy=(348,881,364,901)
yellow-mark xyxy=(582,1066,592,1076)
masthead-pattern xyxy=(93,32,153,82)
table-cell: ਸੜਕ ਦੀ ਮੁਰੰਮਤ xyxy=(438,1018,527,1038)
issue-date: ਮੰਗਲਵਾਰ, 13 ਜਨਵਰੀ 2026 xyxy=(283,70,364,78)
cyan-mark xyxy=(155,1066,165,1076)
table-cell: 11.40 xyxy=(580,881,622,901)
table-cell: 15.01.2026 29.01.2026 xyxy=(527,725,580,745)
crop-mark xyxy=(340,0,341,18)
trust-advt: PR-Advt. No. 1089/12/2025-26/6769 xyxy=(180,1052,253,1057)
table-row xyxy=(348,745,667,765)
photo-credit: ਅਜੀਤ ਤਸਵੀਰ xyxy=(630,247,662,253)
table-cell: ਸਰਕਾਰੀ ਇਮਾਰਤ ਦੀ ਮੁਰੰਮਤ xyxy=(438,745,527,765)
table-cell: 15 xyxy=(348,862,364,882)
right-story-body: ਰੂਪਨਗਰ, 12 ਜਨਵਰੀ (ਸਤਨਾਮ ਸਿੰਘ ਸੱਤੀ)-ਸਰਕਾਰੀ ਇੰਸਟੀਚਿਊਟ ਦੇ ਪ੍ਰਿੰਸੀਪਲ ਡਾ. ਪ੍ਰਦੀਪ ਸਿੰਘ ਦੀ ਅਗਵਾਈ ਹੇਠ ਸਮਾਗਮ ਕਰਵਾਇਆ ਗਿਆ ਜਿਸ ਵਿਚ ਵਿਦਿਆਰਥੀਆਂ ਨੂੰ ਸਰਟੀਫਿਕੇਟ ਵੰਡੇ ਗਏ। ਇਸ ਮੌਕੇ ਮੁੱਖ ਮਹਿਮਾਨ ਨੇ ਕਿਹਾ ਕਿ ਸਿੱਖਿਆ ਹੀ ਤਰੱਕੀ ਦਾ ਰਾਹ ਹੈ ਅਤੇ ਵਿਦਿਆਰਥੀਆਂ ਨੂੰ ਮਿਹਨਤ ਕਰਕੇ ਅੱਗੇ ਵਧਣਾ ਚਾਹੀਦਾ ਹੈ। ਇਸ ਮੌਕੇ ਸਟਾਫ਼ ਮੈਂਬਰ ਤੇ ਮਾਪੇ ਹਾਜ਼ਰ ਸਨ। ਸੰਸਥਾ ਵਲੋਂ ਮਹਿਮਾਨਾਂ ਦਾ ਸਨਮਾਨ ਕੀਤਾ ਗਿਆ। xyxy=(422,112,520,164)
print-slug: 1113 RUN-Chand igarh-15 qxd 11/1/2026 11:58 PM Page 1 xyxy=(12,3,160,9)
table-cell: 19500 xyxy=(293,940,313,953)
color-registration xyxy=(560,1066,603,1076)
table-cell: 4.20 xyxy=(580,667,622,687)
table-cell: ਕਾਰਜਕਾਰੀ ਇੰਜੀਨੀਅਰ, ਨਹਿਰੀ ਮੰਡਲ xyxy=(363,647,438,667)
table-cell: 9 xyxy=(348,745,364,765)
table-cell: 1180/- xyxy=(314,914,329,927)
table-cell: 14.01.2026 30.01.2026 xyxy=(527,706,580,726)
table-cell: eproc.punjab.gov.in xyxy=(622,628,667,648)
table-cell: 6 xyxy=(348,686,364,706)
gutka-headline: ਗੁਟਕਾ ਕੰਥ' ਤੇ ਦਸਤਾਰਬੰਦੀ ਮੁਕਾਬਲੇ 14 ਨੂੰ xyxy=(524,352,701,365)
table-cell: ਕਾਰਜਕਾਰੀ ਇੰਜੀਨੀਅਰ, ਲੋਕ ਨਿਰਮਾਣ ਵਿਭਾਗ xyxy=(363,745,438,765)
table-row xyxy=(348,647,667,667)
lead-column: ਕਥਾ ਕੀਰਤਨ ਉਪਰੰਤ ਅਰਦਾਸ ਕੀਤੀ ਗਈ। ਇਸ ਮੌਕੇ ਪਰਿਵਾਰ ਵਲੋਂ ਆਈਆਂ ਸੰਗਤਾਂ ਦਾ ਧੰਨਵਾਦ ਕੀਤਾ ਗਿਆ ਅਤੇ ਸਿਰੋਪਾਓ ਭੇਟ ਕਰਕੇ ਸਨਮਾਨਿਤ ਕੀਤਾ ਗਿਆ। ਸਮਾਗਮ ਵਿਚ ਬਾਰ ਐਸੋਸੀਏਸ਼ਨ ਦੇ ਪ੍ਰਧਾਨ, ਮੈਂਬਰ ਅਤੇ ਇਲਾਕੇ ਦੀਆਂ ਪੰਚਾਇਤਾਂ ਦੇ ਨੁਮਾਇੰਦੇ ਵੀ ਸ਼ਾਮਿਲ ਹੋਏ। xyxy=(121,222,216,254)
ad-title: ਪੰਜਾਬ ਸਰਕਾਰ xyxy=(17,841,169,850)
ad-line: ਨੋਟ : ਕਿਸੇ ਵੀ ਟੈਂਡਰ ਨੂੰ ਬਿਨਾਂ ਕਾਰਨ ਦੱਸੇ ਰੱਦ ਕਰਨ ਦਾ ਅਧਿਕਾਰ ਰਾਖਵਾਂ ਹੈ। xyxy=(17,879,123,884)
photo-credit: ਅਜੀਤ ਤਸਵੀਰ xyxy=(365,152,397,158)
table-cell: 17 xyxy=(348,901,364,921)
table-cell: ਮੈਨਹੋਲ ਦੀ ਉਸਾਰੀ xyxy=(438,979,527,999)
table-cell: 9.87 xyxy=(580,686,622,706)
right-story-headline: ਸਰਕਾਰੀ ਇੰਸਟੀਚਿਊਟ ਲੁਧਿਆਣਾ ਨੇ ਪੰਜਾਬੀ ਯੂਨੀਵਰਸਿਟੀ ਪਟਿਆਲਾ ਦੇ ਐੱਸ.ਸੀ. ਵਿਦਿਆਰਥੀਆਂ ਨੂੰ ਕੀਤਾ ਸਨਮਾਨਿਤ xyxy=(422,95,717,103)
photo-caption: ਡਾ. ਆਈ.ਪੀ. ਪ੍ਰਸ਼ੋਤਮ ਸਿੰਘ ਵਿਦਿਆਰਥੀਆਂ ਨਾਲ ਸਰਟੀਫਿਕੇਟ ਭੇਟ ਕਰਦੇ ਹੋਏ। xyxy=(524,240,662,253)
table-cell: 7 xyxy=(348,706,364,726)
table-cell: 15.01.2026 30.01.2026 xyxy=(527,745,580,765)
dowry-body-cont: ਮੋਰਿੰਡਾ, 12 ਜਨਵਰੀ (ਕੰਗ)-ਥਾਣਾ ਸਿਟੀ ਮੋਰਿੰਡਾ ਦੀ ਪੁਲਿਸ ਵਲੋਂ ਇਕ ਵਿਆਹੁਤਾ ਦੀ ਸ਼ਿਕਾਇਤ 'ਤੇ ਉਸ ਦੇ ਪਤੀ ਅਤੇ ਸਹੁਰੇ ਪਰਿਵਾਰ ਵਿਰੁੱਧ ਦਾਜ ਦਹੇਜ ਲਈ ਤੰਗ ਪ੍ਰੇਸ਼ਾਨ ਕਰਨ ਦੇ ਦੋਸ਼ ਹੇਠ ਮੁਕੱਦਮਾ ਦਰਜ ਕੀਤਾ ਗਿਆ ਹੈ। ਜਾਂਚ ਅਧਿਕਾਰੀ ਨੇ ਦੱਸਿਆ ਕਿ ਸ਼ਿਕਾਇਤਕਰਤਾ ਨੇ ਦੋਸ਼ ਲਗਾਇਆ ਕਿ ਵਿਆਹ ਤੋਂ ਬਾਅਦ ਹੀ ਉਸ ਨੂੰ ਹੋਰ ਦਾਜ ਲਿਆਉਣ ਲਈ ਤੰਗ ਕੀਤਾ ਜਾਂਦਾ ਸੀ। ਪੁਲਿਸ ਵਲੋਂ ਮਾਮਲੇ ਦੀ ਪੜਤਾਲ ਕੀਤੀ ਜਾ ਰਹੀ ਹੈ ਅਤੇ ਦੋਸ਼ੀਆਂ ਦੀ ਭਾਲ ਜਾਰੀ ਹੈ। xyxy=(182,458,342,490)
table-header: ਲੜੀ ਨੰ. xyxy=(180,888,192,901)
table-row xyxy=(348,940,667,960)
black-mark xyxy=(593,1066,603,1076)
table-cell: ਲਿੰਕ ਸੜਕਾਂ ਦੀ ਮੁਰੰਮਤ xyxy=(438,706,527,726)
table-cell: eproc.punjab.gov.in xyxy=(622,725,667,745)
table-row xyxy=(348,823,667,843)
table-cell: ਕਾਰਜਕਾਰੀ ਇੰਜੀਨੀਅਰ, ਸੀਵਰੇਜ ਬੋਰਡ xyxy=(363,842,438,862)
prtc-ref: ਨੰਬਰ ਜੀ.ਐਮ./ਸੀ.ਐਚ.ਡੀ./ਅਸਟੈਬ xyxy=(17,946,67,951)
punjab-emblem-icon xyxy=(350,558,370,578)
table-cell: 12600 xyxy=(293,953,313,966)
table-cell: eproc.punjab.gov.in xyxy=(622,998,667,1018)
tender-govt-title: ਪੰਜਾਬ ਸਰਕਾਰ xyxy=(407,559,473,573)
